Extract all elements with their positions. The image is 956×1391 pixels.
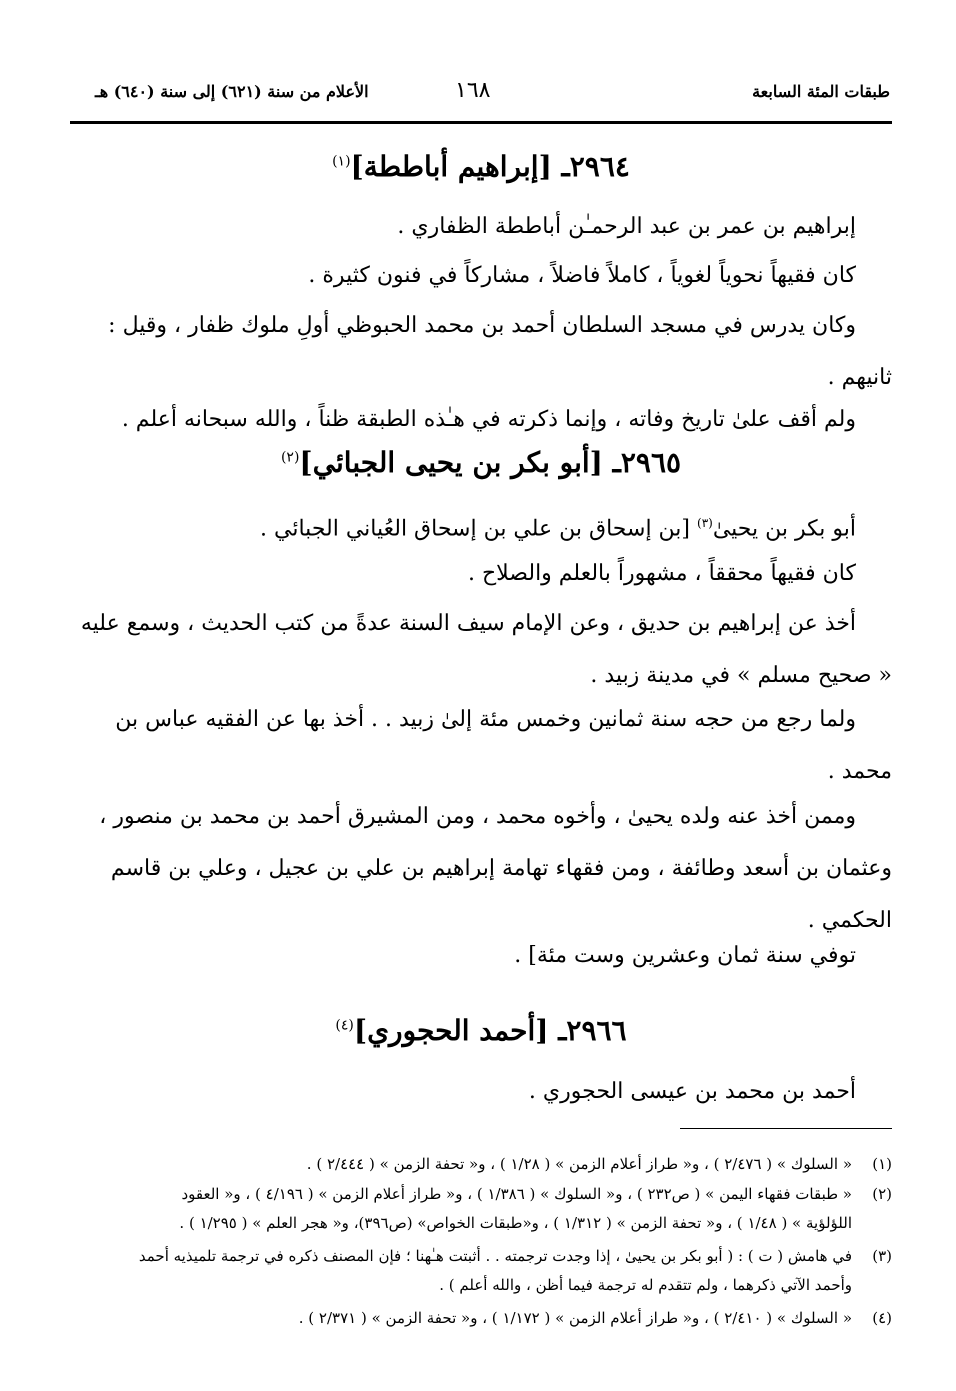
footnote-text: « السلوك » ( ٢/٤٧٦ ) ، و« طراز أعلام الزمن » ( ١/٢٨ ) ، و« تحفة الزمن » ( ٢/٤٤٤ ) .: [306, 1155, 852, 1173]
paragraph: [64, 548, 892, 600]
text-line: أخذ عن إبراهيم بن حديق ، وعن الإمام سيف السنة عدةً من كتب الحديث ، وسمع عليه: [80, 611, 856, 636]
text-line: أحمد بن محمد بن عيسى الحجوري .: [528, 1079, 856, 1104]
footnote-text: وأحمد الآتي ذكرهما ، ولم تتقدم له ترجمة فيما أظن ، والله أعلم ) .: [439, 1276, 852, 1294]
footnote-text: « السلوك » ( ٢/٤١٠ ) ، و« طراز أعلام الزمن » ( ١/١٧٢ ) ، و« تحفة الزمن » ( ٢/٣٧١ ) .: [298, 1309, 852, 1327]
footnote-separator: [680, 1128, 892, 1129]
text-line: « صحيح مسلم » في مدينة زبيد .: [590, 663, 892, 688]
paragraph: [64, 394, 892, 446]
paragraph: [64, 1066, 892, 1118]
text-line: وممن أخذ عنه ولده يحيىٰ ، وأخوه محمد ، ومن المشيرق أحمد بن محمد بن منصور ،: [99, 804, 856, 829]
text-line: كان فقيهاً نحوياً لغوياً ، كاملاً فاضلاً ، مشاركاً في فنون كثيرة .: [308, 263, 856, 288]
entry-heading-2966: [70, 1014, 892, 1047]
paragraph: [64, 300, 892, 404]
entry-heading-2964: [70, 150, 892, 183]
footnote-1: [64, 1150, 892, 1179]
text-line: الحكمي .: [807, 908, 892, 933]
text-line: وكان يدرس في مسجد السلطان أحمد بن محمد الحبوظي أولِ ملوك ظفار ، وقيل :: [108, 313, 856, 338]
text-line: محمد .: [827, 759, 892, 784]
paragraph: [64, 930, 892, 982]
footnote-3: [64, 1242, 892, 1300]
footnote-ref: (٤): [335, 1017, 354, 1034]
paragraph: [64, 791, 892, 947]
footnote-4: [64, 1304, 892, 1333]
footnote-number: (٤): [872, 1309, 892, 1327]
footnote-number: (١): [872, 1155, 892, 1173]
text-line: ولما رجع من حجه سنة ثمانين وخمس مئة إلىٰ زبيد . . أخذ بها عن الفقيه عباس بن: [115, 707, 856, 732]
text-line: إبراهيم بن عمر بن عبد الرحمـٰن أباططة الظفاري .: [397, 214, 856, 239]
footnote-number: (٢): [872, 1185, 892, 1203]
text-line: توفي سنة ثمان وعشرين وست مئة] .: [514, 943, 856, 968]
footnote-number: (٣): [872, 1247, 892, 1265]
text-line: ثانيهم .: [827, 365, 892, 390]
running-header-book-title: طبقات المئة السابعة: [752, 82, 890, 101]
footnote-ref: (١): [332, 153, 351, 170]
text-line: كان فقيهاً محققاً ، مشهوراً بالعلم والصلاح .: [467, 561, 856, 586]
footnote-text: اللؤلؤية » ( ١/٤٨ ) ، و« تحفة الزمن » ( ١/٣١٢ ) ، و«طبقات الخواص» (ص٣٩٦)، و« هجر العلم » ( ١/٢٩٥ ) .: [179, 1214, 852, 1232]
footnote-text: « طبقات فقهاء اليمن » ( ص٢٣٢ ) ، و« السلوك » ( ١/٣٨٦ ) ، و« طراز أعلام الزمن » ( ٤/١٩٦ ) ، و« العقود: [181, 1185, 852, 1203]
footnote-ref: (٣): [697, 516, 713, 530]
text-line: [64, 497, 892, 549]
paragraph: [64, 598, 892, 702]
entry-heading-2965: [70, 446, 892, 479]
entry-title: ٢٩٦٦ـ [أحمد الحجوري]: [353, 1014, 627, 1047]
paragraph: [64, 694, 892, 798]
entry-title: ٢٩٦٤ـ [إبراهيم أباططة]: [350, 150, 630, 183]
footnote-2: [64, 1180, 892, 1238]
entry-title: ٢٩٦٥ـ [أبو بكر بن يحيى الجبائي]: [299, 446, 682, 479]
footnote-ref: (٢): [280, 449, 300, 466]
text-line: ولم أقف علىٰ تاريخ وفاته ، وإنما ذكرته في هـٰذه الطبقة ظناً ، والله سبحانه أعلم .: [121, 407, 856, 432]
text-line: وعثمان بن أسعد وطائفة ، ومن فقهاء تهامة إبراهيم بن علي بن عجيل ، وعلي بن قاسم: [110, 856, 892, 881]
paragraph: [64, 250, 892, 302]
paragraph: [64, 497, 892, 549]
text-fragment: [بن إسحاق بن علي بن إسحاق العُياني الجبائي .: [260, 516, 690, 542]
page-number: ١٦٨: [455, 78, 491, 103]
paragraph: [64, 201, 892, 253]
footnote-text: في هامش ( ت ) : ( أبو بكر بن يحيىٰ ، إذا وجدت ترجمته . . أثبتت هـٰهنا ؛ فإن المصنف ذكره في ترجمة تلميذيه أحمد: [138, 1247, 852, 1265]
text-fragment: أبو بكر بن يحيىٰ: [712, 516, 856, 542]
running-header-section: الأعلام من سنة (٦٢١) إلى سنة (٦٤٠) هـ: [95, 82, 369, 101]
header-rule: [70, 121, 892, 124]
